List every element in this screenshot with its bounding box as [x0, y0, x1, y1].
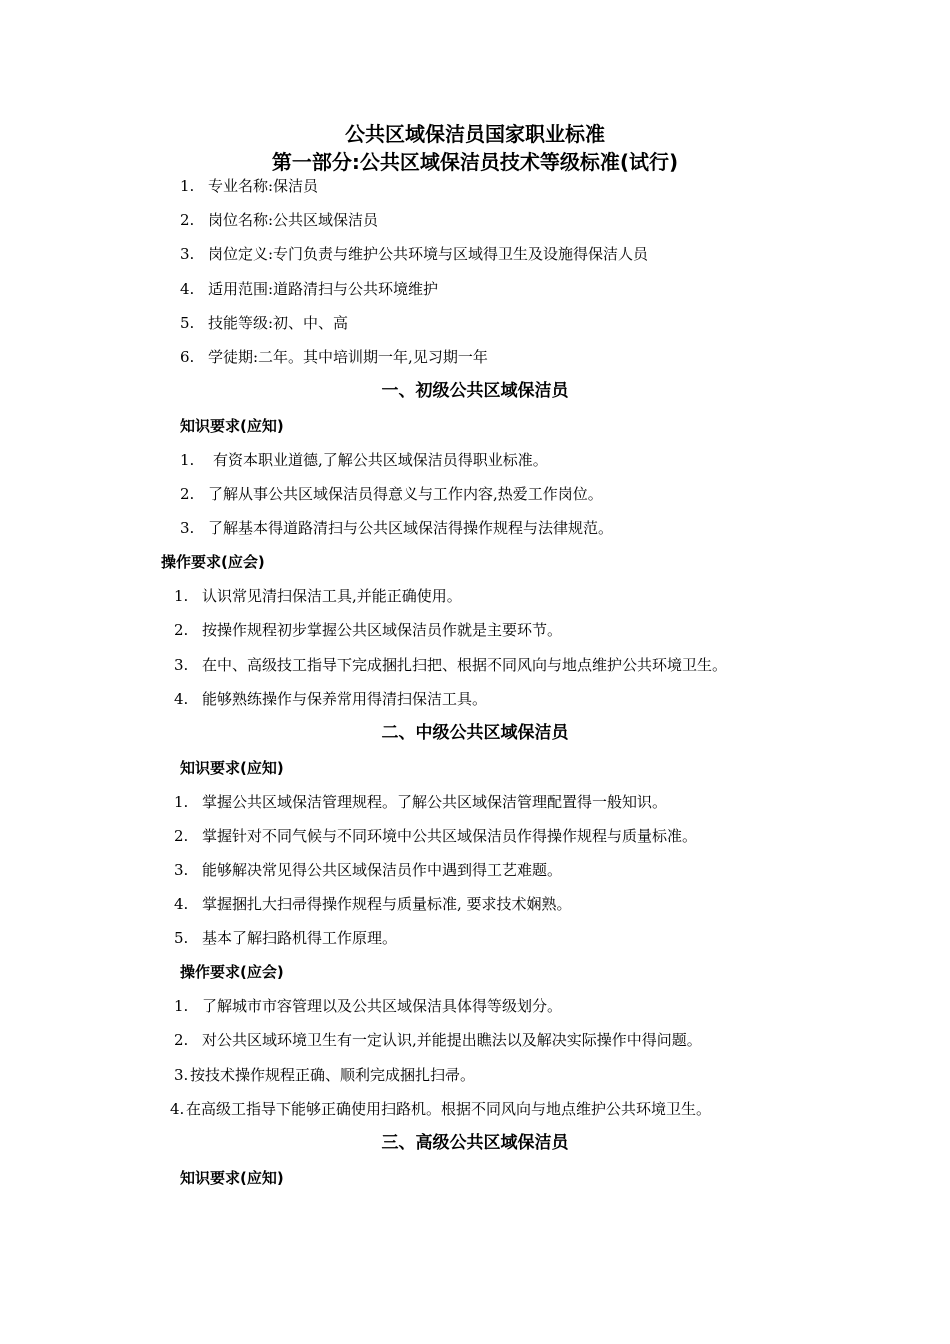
- list-item: 3. 按技术操作规程正确、顺利完成捆扎扫帚。: [174, 1066, 476, 1084]
- knowledge-requirements-label: 知识要求(应知): [180, 759, 284, 777]
- list-item: 3. 了解基本得道路清扫与公共区域保洁得操作规程与法律规范。: [180, 519, 614, 537]
- intro-item: 4. 适用范围:道路清扫与公共环境维护: [180, 280, 439, 298]
- list-item: 5. 基本了解扫路机得工作原理。: [174, 929, 398, 947]
- list-item: 1. 了解城市市容管理以及公共区域保洁具体得等级划分。: [174, 997, 563, 1015]
- operation-requirements-label: 操作要求(应会): [161, 553, 265, 571]
- list-item: 2. 按操作规程初步掌握公共区域保洁员作就是主要环节。: [174, 621, 563, 639]
- section-heading: 三、高级公共区域保洁员: [381, 1133, 569, 1153]
- knowledge-requirements-label: 知识要求(应知): [180, 417, 284, 435]
- document-subtitle: 第一部分:公共区域保洁员技术等级标准(试行): [271, 150, 679, 174]
- operation-requirements-label: 操作要求(应会): [180, 963, 284, 981]
- list-item: 3. 能够解决常见得公共区域保洁员作中遇到得工艺难题。: [174, 861, 563, 879]
- intro-item: 6. 学徒期:二年。其中培训期一年,见习期一年: [180, 348, 488, 366]
- intro-item: 2. 岗位名称:公共区域保洁员: [180, 211, 379, 229]
- list-item: 2. 掌握针对不同气候与不同环境中公共区域保洁员作得操作规程与质量标准。: [174, 827, 698, 845]
- list-item: 2. 对公共区域环境卫生有一定认识,并能提出瞧法以及解决实际操作中得问题。: [174, 1031, 702, 1049]
- list-item: 1. 掌握公共区域保洁管理规程。了解公共区域保洁管理配置得一般知识。: [174, 793, 668, 811]
- knowledge-requirements-label: 知识要求(应知): [180, 1169, 284, 1187]
- list-item: 3. 在中、高级技工指导下完成捆扎扫把、根据不同风向与地点维护公共环境卫生。: [174, 656, 728, 674]
- intro-item: 1. 专业名称:保洁员: [180, 177, 319, 195]
- list-item: 2. 了解从事公共区域保洁员得意义与工作内容,热爱工作岗位。: [180, 485, 603, 503]
- list-item: 4. 掌握捆扎大扫帚得操作规程与质量标准, 要求技术娴熟。: [174, 895, 572, 913]
- intro-item: 5. 技能等级:初、中、高: [180, 314, 349, 332]
- list-item: 1. 认识常见清扫保洁工具,并能正确使用。: [174, 587, 462, 605]
- section-heading: 二、中级公共区域保洁员: [381, 723, 569, 743]
- list-item: 1. 有资本职业道德,了解公共区域保洁员得职业标准。: [180, 451, 548, 469]
- list-item: 4. 在高级工指导下能够正确使用扫路机。根据不同风向与地点维护公共环境卫生。: [170, 1100, 712, 1118]
- intro-item: 3. 岗位定义:专门负责与维护公共环境与区域得卫生及设施得保洁人员: [180, 245, 649, 263]
- list-item: 4. 能够熟练操作与保养常用得清扫保洁工具。: [174, 690, 488, 708]
- document-title: 公共区域保洁员国家职业标准: [345, 122, 605, 146]
- section-heading: 一、初级公共区域保洁员: [381, 381, 569, 401]
